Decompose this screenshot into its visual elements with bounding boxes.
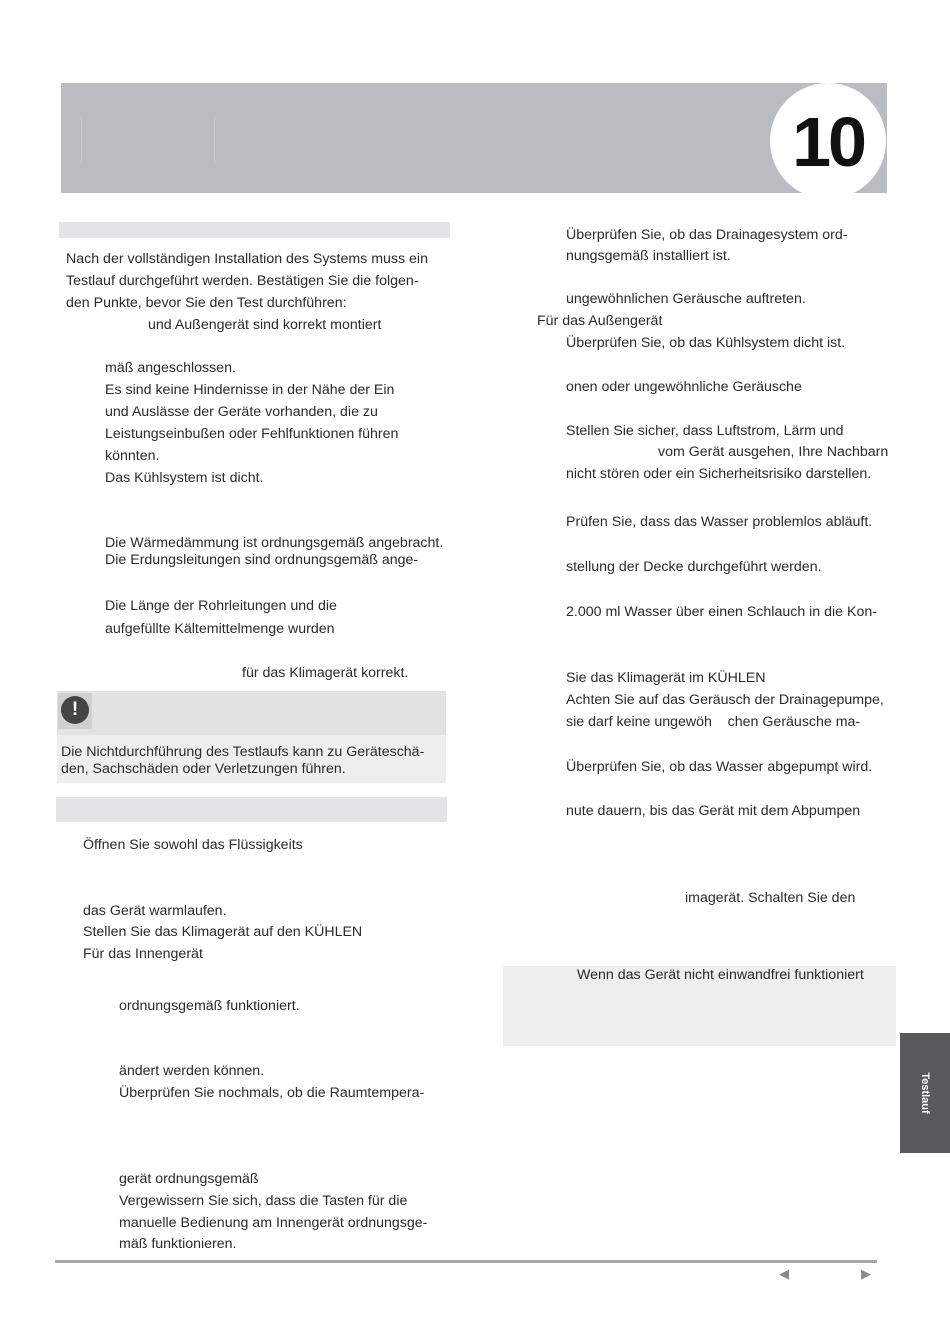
procedure-line: manuelle Bedienung am Innengerät ordnungsge- bbox=[119, 1215, 428, 1231]
checklist-line: aufgefüllte Kältemittelmenge wurden bbox=[105, 621, 335, 637]
right-line: Achten Sie auf das Geräusch der Drainagepumpe, bbox=[566, 692, 884, 708]
checklist-line: und Außengerät sind korrekt montiert bbox=[148, 317, 382, 333]
right-line: stellung der Decke durchgeführt werden. bbox=[566, 559, 822, 575]
next-page-arrow-icon[interactable]: ▶ bbox=[861, 1266, 871, 1281]
warning-box-header bbox=[57, 691, 446, 735]
procedure-line: gerät ordnungsgemäß bbox=[119, 1171, 259, 1187]
checklist-line: Leistungseinbußen oder Fehlfunktionen führen bbox=[105, 426, 399, 442]
right-line: nicht stören oder ein Sicherheitsrisiko darstellen. bbox=[566, 466, 872, 482]
right-line: 2.000 ml Wasser über einen Schlauch in die Kon- bbox=[566, 604, 877, 620]
chapter-side-tab[interactable] bbox=[900, 1033, 950, 1153]
right-line: Überprüfen Sie, ob das Wasser abgepumpt wird. bbox=[566, 759, 873, 775]
procedure-line: mäß funktionieren. bbox=[119, 1236, 237, 1252]
right-line: nungsgemäß installiert ist. bbox=[566, 248, 731, 264]
section-heading-bar-checklist bbox=[59, 222, 450, 238]
right-line: onen oder ungewöhnliche Geräusche bbox=[566, 379, 802, 395]
checklist-line: Das Kühlsystem ist dicht. bbox=[105, 470, 264, 486]
right-line: Sie das Klimagerät im KÜHLEN bbox=[566, 670, 766, 686]
checklist-line: mäß angeschlossen. bbox=[105, 360, 236, 376]
exclamation-icon: ! bbox=[61, 696, 89, 724]
procedure-line: Vergewissern Sie sich, dass die Tasten für die bbox=[119, 1193, 408, 1209]
right-line: imagerät. Schalten Sie den bbox=[685, 890, 856, 906]
checklist-line: für das Klimagerät korrekt. bbox=[242, 665, 409, 681]
chapter-number: 10 bbox=[792, 103, 864, 181]
chapter-badge bbox=[770, 83, 886, 199]
section-heading-bar-procedure bbox=[56, 797, 447, 822]
procedure-line: ändert werden können. bbox=[119, 1063, 265, 1079]
right-line: Stellen Sie sicher, dass Luftstrom, Lärm und bbox=[566, 423, 844, 439]
procedure-line: Stellen Sie das Klimagerät auf den KÜHLEN bbox=[83, 924, 363, 940]
checklist-line: Es sind keine Hindernisse in der Nähe der Ein bbox=[105, 382, 395, 398]
right-line: vom Gerät ausgehen, Ihre Nachbarn bbox=[658, 444, 889, 460]
intro-line-2: Testlauf durchgeführt werden. Bestätigen Sie die folgen- bbox=[66, 273, 419, 289]
right-line: Überprüfen Sie, ob das Kühlsystem dicht ist. bbox=[566, 335, 846, 351]
procedure-line: das Gerät warmlaufen. bbox=[83, 903, 227, 919]
procedure-line: ordnungsgemäß funktioniert. bbox=[119, 998, 300, 1014]
warning-text-line-2: den, Sachschäden oder Verletzungen führen. bbox=[61, 761, 346, 777]
intro-line-1: Nach der vollständigen Installation des Systems muss ein bbox=[66, 251, 428, 267]
right-line: Prüfen Sie, dass das Wasser problemlos abläuft. bbox=[566, 514, 873, 530]
right-line-subheading: Für das Außengerät bbox=[537, 313, 663, 329]
right-line: ungewöhnlichen Geräusche auftreten. bbox=[566, 291, 806, 307]
checklist-line: Die Wärmedämmung ist ordnungsgemäß angebracht. bbox=[105, 535, 444, 551]
right-line: nute dauern, bis das Gerät mit dem Abpumpen bbox=[566, 803, 861, 819]
warning-text-line-1: Die Nichtdurchführung des Testlaufs kann zu Geräteschä- bbox=[61, 744, 425, 760]
procedure-line: Öffnen Sie sowohl das Flüssigkeits bbox=[83, 837, 303, 853]
checklist-line: Die Erdungsleitungen sind ordnungsgemäß ange- bbox=[105, 552, 419, 568]
info-box-text: Wenn das Gerät nicht einwandfrei funktioniert bbox=[577, 967, 864, 983]
right-line: Überprüfen Sie, ob das Drainagesystem ord- bbox=[566, 227, 848, 243]
procedure-line: Überprüfen Sie nochmals, ob die Raumtempera- bbox=[119, 1085, 425, 1101]
procedure-line: Für das Innengerät bbox=[83, 946, 203, 962]
right-line: sie darf keine ungewöh chen Geräusche ma- bbox=[566, 714, 861, 730]
checklist-line: und Auslässe der Geräte vorhanden, die zu bbox=[105, 404, 378, 420]
header-decoration bbox=[81, 117, 215, 163]
side-tab-label: Testlauf bbox=[919, 1072, 931, 1114]
checklist-line: Die Länge der Rohrleitungen und die bbox=[105, 598, 337, 614]
prev-page-arrow-icon[interactable]: ◀ bbox=[779, 1266, 789, 1281]
footer-rule bbox=[55, 1260, 877, 1263]
checklist-line: könnten. bbox=[105, 448, 160, 464]
intro-line-3: den Punkte, bevor Sie den Test durchführen: bbox=[66, 295, 347, 311]
